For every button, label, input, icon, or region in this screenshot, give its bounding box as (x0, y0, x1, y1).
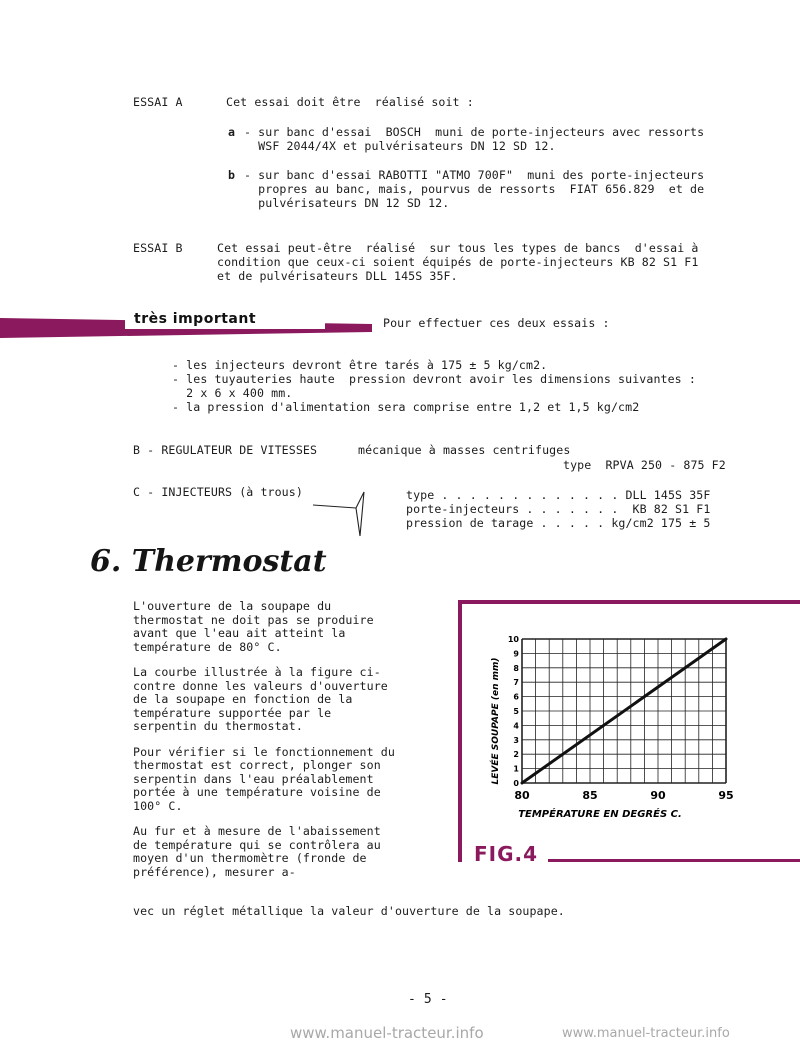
figure-frame-bottom (548, 859, 800, 862)
y-tick-label: 8 (513, 663, 519, 673)
important-bullet-2: - les tuyauteries haute pression devront avoir les dimensions suivantes : (172, 372, 696, 386)
chart-x-label: TEMPÉRATURE EN DEGRÉS C. (518, 809, 682, 820)
regulateur-desc: mécanique à masses centrifuges (358, 443, 571, 457)
y-tick-label: 9 (513, 649, 519, 659)
thermostat-paragraph-2: La courbe illustrée à la figure ci-contre donne les valeurs d'ouverture de la soupape en fonction de la température supportée par le serpentin du thermostat. (133, 665, 388, 733)
y-tick-label: 7 (513, 678, 519, 688)
x-tick-label: 80 (514, 789, 530, 802)
chart-y-label: LEVÉE SOUPAPE (en mm) (491, 657, 501, 785)
essai-b-line-1: Cet essai peut-être réalisé sur tous les types de bancs d'essai à (217, 241, 699, 255)
y-tick-label: 0 (513, 779, 519, 788)
y-tick-label: 5 (513, 707, 519, 716)
important-bullet-1: - les injecteurs devront être tarés à 175 ± 5 kg/cm2. (172, 358, 548, 372)
thermostat-paragraph-1: L'ouverture de la soupape du thermostat ne doit pas se produire avant que l'eau ait atteint la température de 80° C. (133, 599, 374, 654)
y-tick-label: 4 (513, 721, 519, 731)
important-bullet-2-cont: 2 x 6 x 400 mm. (172, 386, 293, 400)
essai-a-item-b-line-3: pulvérisateurs DN 12 SD 12. (244, 196, 450, 210)
essai-a-item-b-letter: b (228, 168, 236, 182)
essai-a-label: ESSAI A (133, 95, 183, 109)
essai-a-item-b-line-2: propres au banc, mais, pourvus de ressorts FIAT 656.829 et de (244, 182, 705, 196)
injecteurs-spec-pression: pression de tarage . . . . . kg/cm2 175 ± 5 (406, 516, 711, 530)
watermark-center: www.manuel-tracteur.info (290, 1024, 484, 1042)
important-lead: Pour effectuer ces deux essais : (383, 316, 610, 330)
thermostat-paragraph-4: Au fur et à mesure de l'abaissement de température qui se contrôlera au moyen d'un thermomètre (fronde de préférence), mesurer a- (133, 824, 381, 879)
injecteurs-label: C - INJECTEURS (à trous) (133, 485, 303, 499)
y-tick-label: 2 (513, 750, 519, 760)
essai-b-label: ESSAI B (133, 241, 183, 255)
figure-label: FIG.4 (474, 842, 539, 866)
y-tick-label: 10 (507, 635, 519, 644)
injecteurs-spec-type: type . . . . . . . . . . . . . DLL 145S 35F (406, 488, 711, 502)
y-tick-label: 1 (513, 764, 519, 774)
essai-a-item-b-line-1: - sur banc d'essai RABOTTI "ATMO 700F" muni des porte-injecteurs (244, 168, 705, 182)
essai-a-item-a-line-2: WSF 2044/4X et pulvérisateurs DN 12 SD 12. (244, 139, 556, 153)
figure-frame-left (458, 600, 462, 862)
watermark-right: www.manuel-tracteur.info (562, 1026, 730, 1041)
x-tick-label: 95 (718, 789, 734, 802)
bracket-arrow-icon (310, 470, 370, 540)
essai-a-item-a-line-1: - sur banc d'essai BOSCH muni de porte-injecteurs avec ressorts (244, 125, 705, 139)
thermostat-text (133, 600, 395, 879)
thermostat-paragraph-4-end: vec un réglet métallique la valeur d'ouverture de la soupape. (133, 904, 565, 918)
regulateur-label: B - REGULATEUR DE VITESSES (133, 443, 318, 457)
valve-lift-chart (470, 625, 770, 830)
thermostat-title: 6. Thermostat (90, 544, 327, 579)
important-banner-text: très important (134, 311, 257, 327)
x-tick-label: 85 (582, 789, 598, 802)
thermostat-paragraph-3: Pour vérifier si le fonctionnement du thermostat est correct, plonger son serpentin dans l'eau préalablement portée à une température voisine de 100° C. (133, 744, 395, 813)
essai-b-line-3: et de pulvérisateurs DLL 145S 35F. (217, 269, 458, 283)
x-tick-label: 90 (650, 789, 666, 802)
chart-x-ticks (514, 789, 733, 802)
essai-b-line-2: condition que ceux-ci soient équipés de porte-injecteurs KB 82 S1 F1 (217, 255, 699, 269)
essai-a-intro: Cet essai doit être réalisé soit : (226, 95, 474, 109)
y-tick-label: 3 (513, 735, 519, 745)
important-bullet-3: - la pression d'alimentation sera comprise entre 1,2 et 1,5 kg/cm2 (172, 400, 640, 414)
y-tick-label: 6 (513, 692, 519, 702)
page-number: - 5 - (408, 992, 448, 1007)
regulateur-type: type RPVA 250 - 875 F2 (563, 458, 726, 472)
essai-a-item-a-letter: a (228, 125, 236, 139)
figure-frame-top (458, 600, 800, 604)
chart-y-ticks (508, 635, 520, 788)
injecteurs-spec-porte: porte-injecteurs . . . . . . . KB 82 S1 F1 (406, 502, 711, 516)
